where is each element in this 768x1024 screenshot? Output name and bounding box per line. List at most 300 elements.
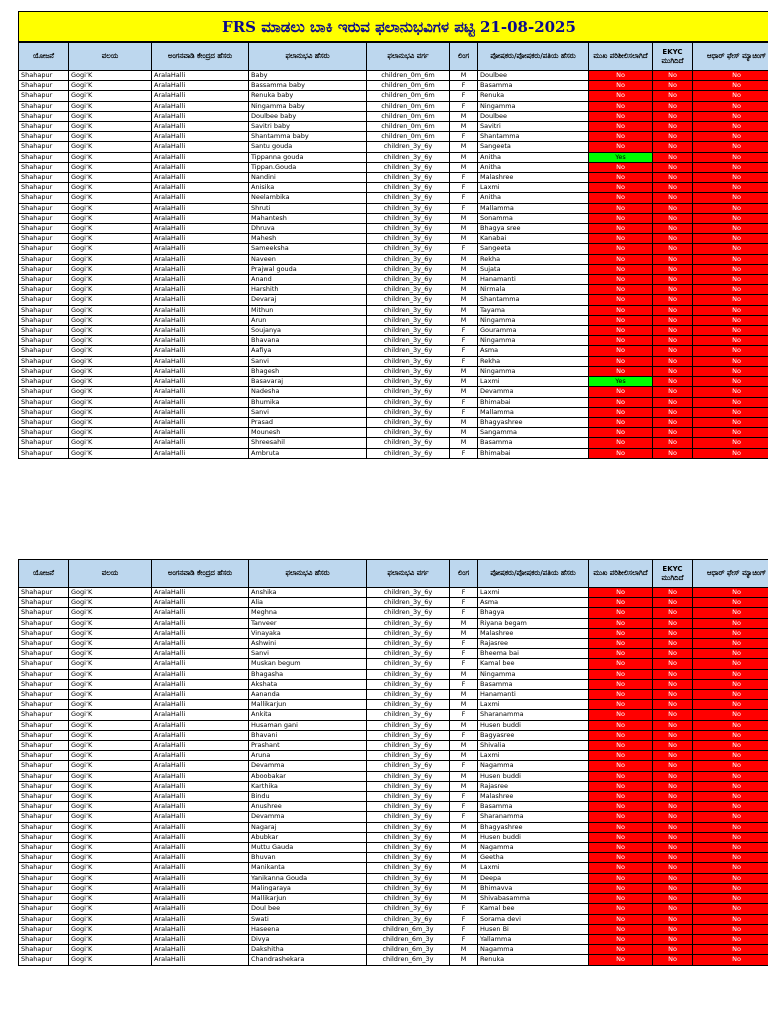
centre-cell: AralaHalli	[152, 792, 249, 802]
category-cell: children_0m_6m	[367, 111, 450, 121]
parent-name-cell: Sujata	[478, 264, 589, 274]
parent-name-cell: Tayama	[478, 305, 589, 315]
ekyc-cell: No	[653, 690, 693, 700]
face-verified-cell: No	[589, 275, 653, 285]
zone-cell: GogiʼK	[69, 914, 152, 924]
beneficiary-name-cell: Prashant	[249, 741, 367, 751]
face-verified-cell: No	[589, 91, 653, 101]
project-cell: Shahapur	[19, 853, 69, 863]
table-row	[19, 761, 768, 771]
table-row	[19, 275, 768, 285]
category-cell: children_3y_6y	[367, 608, 450, 618]
aadhaar-match-cell: No	[693, 751, 768, 761]
centre-cell: AralaHalli	[152, 924, 249, 934]
table-row	[19, 132, 768, 142]
aadhaar-match-cell: No	[693, 162, 768, 172]
gender-cell: M	[450, 234, 478, 244]
project-cell: Shahapur	[19, 101, 69, 111]
project-cell: Shahapur	[19, 183, 69, 193]
parent-name-cell: Nagamma	[478, 843, 589, 853]
face-verified-cell: No	[589, 751, 653, 761]
project-cell: Shahapur	[19, 254, 69, 264]
beneficiary-name-cell: Sanvi	[249, 356, 367, 366]
beneficiary-name-cell: Aananda	[249, 690, 367, 700]
centre-cell: AralaHalli	[152, 428, 249, 438]
zone-cell: GogiʼK	[69, 407, 152, 417]
centre-cell: AralaHalli	[152, 193, 249, 203]
zone-cell: GogiʼK	[69, 315, 152, 325]
aadhaar-match-cell: No	[693, 356, 768, 366]
centre-cell: AralaHalli	[152, 315, 249, 325]
parent-name-cell: Laxmi	[478, 183, 589, 193]
zone-cell: GogiʼK	[69, 843, 152, 853]
project-cell: Shahapur	[19, 264, 69, 274]
category-cell: children_3y_6y	[367, 234, 450, 244]
gender-cell: M	[450, 417, 478, 427]
face-verified-cell: No	[589, 741, 653, 751]
category-cell: children_3y_6y	[367, 730, 450, 740]
table-row	[19, 934, 768, 944]
table-row	[19, 234, 768, 244]
project-cell: Shahapur	[19, 608, 69, 618]
project-cell: Shahapur	[19, 659, 69, 669]
project-cell: Shahapur	[19, 802, 69, 812]
aadhaar-match-cell: No	[693, 904, 768, 914]
beneficiary-name-cell: Arun	[249, 315, 367, 325]
project-cell: Shahapur	[19, 417, 69, 427]
aadhaar-match-cell: No	[693, 336, 768, 346]
centre-cell: AralaHalli	[152, 224, 249, 234]
beneficiary-name-cell: Anushree	[249, 802, 367, 812]
ekyc-cell: No	[653, 417, 693, 427]
beneficiary-name-cell: Santu gouda	[249, 142, 367, 152]
aadhaar-match-cell: No	[693, 244, 768, 254]
aadhaar-match-cell: No	[693, 101, 768, 111]
aadhaar-match-cell: No	[693, 700, 768, 710]
aadhaar-match-cell: No	[693, 914, 768, 924]
gender-cell: F	[450, 924, 478, 934]
category-cell: children_3y_6y	[367, 152, 450, 162]
gender-cell: M	[450, 720, 478, 730]
gender-cell: M	[450, 741, 478, 751]
category-cell: children_3y_6y	[367, 639, 450, 649]
face-verified-cell: No	[589, 588, 653, 598]
ekyc-cell: No	[653, 832, 693, 842]
zone-cell: GogiʼK	[69, 285, 152, 295]
face-verified-cell: No	[589, 924, 653, 934]
parent-name-cell: Devamma	[478, 387, 589, 397]
centre-cell: AralaHalli	[152, 914, 249, 924]
parent-name-cell: Husen Bi	[478, 924, 589, 934]
gender-cell: M	[450, 162, 478, 172]
gender-cell: M	[450, 618, 478, 628]
category-cell: children_3y_6y	[367, 305, 450, 315]
aadhaar-match-cell: No	[693, 628, 768, 638]
category-cell: children_3y_6y	[367, 203, 450, 213]
zone-cell: GogiʼK	[69, 224, 152, 234]
parent-name-cell: Bhimabai	[478, 448, 589, 458]
aadhaar-match-cell: No	[693, 193, 768, 203]
zone-cell: GogiʼK	[69, 438, 152, 448]
beneficiary-name-cell: Swati	[249, 914, 367, 924]
ekyc-cell: No	[653, 254, 693, 264]
category-cell: children_3y_6y	[367, 873, 450, 883]
project-cell: Shahapur	[19, 934, 69, 944]
face-verified-cell: No	[589, 71, 653, 81]
category-cell: children_3y_6y	[367, 618, 450, 628]
parent-name-cell: Bhagya	[478, 608, 589, 618]
face-verified-cell: No	[589, 883, 653, 893]
face-verified-cell: No	[589, 904, 653, 914]
centre-cell: AralaHalli	[152, 183, 249, 193]
project-cell: Shahapur	[19, 234, 69, 244]
aadhaar-match-cell: No	[693, 275, 768, 285]
zone-cell: GogiʼK	[69, 669, 152, 679]
table-row	[19, 315, 768, 325]
table-body	[19, 588, 768, 966]
aadhaar-match-cell: No	[693, 417, 768, 427]
centre-cell: AralaHalli	[152, 904, 249, 914]
centre-cell: AralaHalli	[152, 285, 249, 295]
header-category: ಫಲಾನುಭವಿ ವರ್ಗ	[367, 560, 450, 588]
zone-cell: GogiʼK	[69, 730, 152, 740]
centre-cell: AralaHalli	[152, 751, 249, 761]
category-cell: children_3y_6y	[367, 366, 450, 376]
project-cell: Shahapur	[19, 730, 69, 740]
category-cell: children_3y_6y	[367, 771, 450, 781]
parent-name-cell: Rajasree	[478, 781, 589, 791]
aadhaar-match-cell: No	[693, 438, 768, 448]
gender-cell: M	[450, 224, 478, 234]
centre-cell: AralaHalli	[152, 336, 249, 346]
gender-cell: M	[450, 305, 478, 315]
centre-cell: AralaHalli	[152, 305, 249, 315]
gender-cell: M	[450, 843, 478, 853]
zone-cell: GogiʼK	[69, 618, 152, 628]
header-parent-name: ಪೋಷಕರು/ಪೋಷಕರು/ಪತಿಯ ಹೆಸರು	[478, 560, 589, 588]
beneficiary-name-cell: Sanvi	[249, 649, 367, 659]
zone-cell: GogiʼK	[69, 934, 152, 944]
centre-cell: AralaHalli	[152, 669, 249, 679]
project-cell: Shahapur	[19, 690, 69, 700]
beneficiary-name-cell: Muttu Gauda	[249, 843, 367, 853]
gender-cell: F	[450, 336, 478, 346]
header-ekyc: EKYC ಮುಗಿದಿದೆ	[653, 560, 693, 588]
face-verified-cell: No	[589, 598, 653, 608]
aadhaar-match-cell: No	[693, 761, 768, 771]
table-row	[19, 438, 768, 448]
face-verified-cell: Yes	[589, 377, 653, 387]
zone-cell: GogiʼK	[69, 832, 152, 842]
gender-cell: M	[450, 122, 478, 132]
ekyc-cell: No	[653, 822, 693, 832]
face-verified-cell: No	[589, 700, 653, 710]
centre-cell: AralaHalli	[152, 142, 249, 152]
ekyc-cell: No	[653, 598, 693, 608]
zone-cell: GogiʼK	[69, 397, 152, 407]
project-cell: Shahapur	[19, 326, 69, 336]
category-cell: children_3y_6y	[367, 448, 450, 458]
table-row	[19, 802, 768, 812]
ekyc-cell: No	[653, 132, 693, 142]
gender-cell: M	[450, 387, 478, 397]
project-cell: Shahapur	[19, 285, 69, 295]
aadhaar-match-cell: No	[693, 122, 768, 132]
category-cell: children_3y_6y	[367, 183, 450, 193]
ekyc-cell: No	[653, 234, 693, 244]
parent-name-cell: Kamal bee	[478, 904, 589, 914]
face-verified-cell: No	[589, 914, 653, 924]
category-cell: children_3y_6y	[367, 710, 450, 720]
table-row	[19, 639, 768, 649]
zone-cell: GogiʼK	[69, 91, 152, 101]
beneficiary-name-cell: Yanikanna Gouda	[249, 873, 367, 883]
project-cell: Shahapur	[19, 914, 69, 924]
beneficiary-name-cell: Dhruva	[249, 224, 367, 234]
centre-cell: AralaHalli	[152, 863, 249, 873]
zone-cell: GogiʼK	[69, 883, 152, 893]
table-row	[19, 193, 768, 203]
category-cell: children_6m_3y	[367, 934, 450, 944]
header-centre: ಅಂಗನವಾಡಿ ಕೇಂದ್ರದ ಹೆಸರು	[152, 43, 249, 71]
project-cell: Shahapur	[19, 397, 69, 407]
project-cell: Shahapur	[19, 700, 69, 710]
centre-cell: AralaHalli	[152, 720, 249, 730]
category-cell: children_0m_6m	[367, 71, 450, 81]
table-row	[19, 397, 768, 407]
parent-name-cell: Anitha	[478, 152, 589, 162]
ekyc-cell: No	[653, 883, 693, 893]
aadhaar-match-cell: No	[693, 407, 768, 417]
ekyc-cell: No	[653, 295, 693, 305]
beneficiary-name-cell: Basavaraj	[249, 377, 367, 387]
table-row	[19, 659, 768, 669]
beneficiary-name-cell: Shantamma baby	[249, 132, 367, 142]
ekyc-cell: No	[653, 91, 693, 101]
gender-cell: F	[450, 679, 478, 689]
zone-cell: GogiʼK	[69, 588, 152, 598]
zone-cell: GogiʼK	[69, 295, 152, 305]
ekyc-cell: No	[653, 730, 693, 740]
ekyc-cell: No	[653, 346, 693, 356]
zone-cell: GogiʼK	[69, 945, 152, 955]
face-verified-cell: No	[589, 894, 653, 904]
parent-name-cell: Anitha	[478, 162, 589, 172]
aadhaar-match-cell: No	[693, 945, 768, 955]
aadhaar-match-cell: No	[693, 832, 768, 842]
ekyc-cell: No	[653, 397, 693, 407]
face-verified-cell: No	[589, 254, 653, 264]
gender-cell: M	[450, 781, 478, 791]
table-row	[19, 213, 768, 223]
face-verified-cell: No	[589, 822, 653, 832]
centre-cell: AralaHalli	[152, 843, 249, 853]
table-row	[19, 91, 768, 101]
category-cell: children_3y_6y	[367, 883, 450, 893]
beneficiary-name-cell: Ambruta	[249, 448, 367, 458]
gender-cell: M	[450, 873, 478, 883]
project-cell: Shahapur	[19, 275, 69, 285]
face-verified-cell: No	[589, 336, 653, 346]
category-cell: children_3y_6y	[367, 863, 450, 873]
project-cell: Shahapur	[19, 152, 69, 162]
category-cell: children_3y_6y	[367, 142, 450, 152]
table-row	[19, 387, 768, 397]
parent-name-cell: Husen buddi	[478, 832, 589, 842]
parent-name-cell: Laxmi	[478, 751, 589, 761]
header-project: ಯೋಜನೆ	[19, 560, 69, 588]
sheet-page-1	[18, 11, 768, 459]
centre-cell: AralaHalli	[152, 234, 249, 244]
aadhaar-match-cell: No	[693, 377, 768, 387]
parent-name-cell: Rekha	[478, 254, 589, 264]
category-cell: children_3y_6y	[367, 669, 450, 679]
table-row	[19, 618, 768, 628]
zone-cell: GogiʼK	[69, 751, 152, 761]
ekyc-cell: No	[653, 741, 693, 751]
centre-cell: AralaHalli	[152, 710, 249, 720]
category-cell: children_6m_3y	[367, 924, 450, 934]
project-cell: Shahapur	[19, 91, 69, 101]
table-row	[19, 853, 768, 863]
aadhaar-match-cell: No	[693, 720, 768, 730]
project-cell: Shahapur	[19, 588, 69, 598]
face-verified-cell: No	[589, 934, 653, 944]
table-row	[19, 883, 768, 893]
category-cell: children_3y_6y	[367, 275, 450, 285]
aadhaar-match-cell: No	[693, 397, 768, 407]
centre-cell: AralaHalli	[152, 417, 249, 427]
ekyc-cell: No	[653, 588, 693, 598]
zone-cell: GogiʼK	[69, 71, 152, 81]
centre-cell: AralaHalli	[152, 690, 249, 700]
centre-cell: AralaHalli	[152, 894, 249, 904]
parent-name-cell: Kamal bee	[478, 659, 589, 669]
zone-cell: GogiʼK	[69, 679, 152, 689]
gender-cell: M	[450, 822, 478, 832]
project-cell: Shahapur	[19, 111, 69, 121]
parent-name-cell: Renuka	[478, 955, 589, 965]
face-verified-cell: No	[589, 213, 653, 223]
face-verified-cell: No	[589, 428, 653, 438]
gender-cell: M	[450, 366, 478, 376]
gender-cell: M	[450, 111, 478, 121]
project-cell: Shahapur	[19, 720, 69, 730]
project-cell: Shahapur	[19, 448, 69, 458]
ekyc-cell: No	[653, 873, 693, 883]
aadhaar-match-cell: No	[693, 669, 768, 679]
zone-cell: GogiʼK	[69, 264, 152, 274]
face-verified-cell: No	[589, 295, 653, 305]
zone-cell: GogiʼK	[69, 326, 152, 336]
parent-name-cell: Rekha	[478, 356, 589, 366]
gender-cell: M	[450, 254, 478, 264]
header-face-verified: ಮುಖ ಪರಿಶೀಲಿಸಲಾಗಿದೆ	[589, 560, 653, 588]
centre-cell: AralaHalli	[152, 649, 249, 659]
zone-cell: GogiʼK	[69, 608, 152, 618]
parent-name-cell: Bhimavva	[478, 883, 589, 893]
project-cell: Shahapur	[19, 741, 69, 751]
project-cell: Shahapur	[19, 377, 69, 387]
table-row	[19, 741, 768, 751]
gender-cell: F	[450, 193, 478, 203]
parent-name-cell: Basamma	[478, 81, 589, 91]
parent-name-cell: Basamma	[478, 679, 589, 689]
category-cell: children_3y_6y	[367, 853, 450, 863]
parent-name-cell: Anitha	[478, 193, 589, 203]
header-aadhaar-face-match: ಆಧಾರ್ ಫೇಸ್ ಮ್ಯಾಚಿಂಗ್	[693, 43, 768, 71]
face-verified-cell: No	[589, 730, 653, 740]
zone-cell: GogiʼK	[69, 792, 152, 802]
beneficiary-name-cell: Bhuvan	[249, 853, 367, 863]
parent-name-cell: Geetha	[478, 853, 589, 863]
aadhaar-match-cell: No	[693, 873, 768, 883]
zone-cell: GogiʼK	[69, 305, 152, 315]
centre-cell: AralaHalli	[152, 275, 249, 285]
gender-cell: M	[450, 315, 478, 325]
face-verified-cell: No	[589, 843, 653, 853]
project-cell: Shahapur	[19, 618, 69, 628]
zone-cell: GogiʼK	[69, 152, 152, 162]
face-verified-cell: No	[589, 244, 653, 254]
project-cell: Shahapur	[19, 873, 69, 883]
face-verified-cell: No	[589, 387, 653, 397]
aadhaar-match-cell: No	[693, 366, 768, 376]
parent-name-cell: Laxmi	[478, 863, 589, 873]
parent-name-cell: Hanamanti	[478, 275, 589, 285]
gender-cell: F	[450, 792, 478, 802]
table-row	[19, 285, 768, 295]
zone-cell: GogiʼK	[69, 173, 152, 183]
category-cell: children_3y_6y	[367, 598, 450, 608]
table-row	[19, 346, 768, 356]
category-cell: children_3y_6y	[367, 720, 450, 730]
ekyc-cell: No	[653, 244, 693, 254]
aadhaar-match-cell: No	[693, 326, 768, 336]
gender-cell: M	[450, 771, 478, 781]
project-cell: Shahapur	[19, 162, 69, 172]
table-row	[19, 183, 768, 193]
header-project: ಯೋಜನೆ	[19, 43, 69, 71]
table-row	[19, 792, 768, 802]
ekyc-cell: No	[653, 285, 693, 295]
table-row	[19, 101, 768, 111]
parent-name-cell: Malashree	[478, 628, 589, 638]
parent-name-cell: Bhagyashree	[478, 822, 589, 832]
gender-cell: M	[450, 152, 478, 162]
parent-name-cell: Ningamma	[478, 366, 589, 376]
parent-name-cell: Sharanamma	[478, 812, 589, 822]
gender-cell: M	[450, 264, 478, 274]
gender-cell: M	[450, 428, 478, 438]
category-cell: children_3y_6y	[367, 802, 450, 812]
ekyc-cell: No	[653, 955, 693, 965]
table-row	[19, 122, 768, 132]
gender-cell: F	[450, 173, 478, 183]
parent-name-cell: Sharanamma	[478, 710, 589, 720]
beneficiary-name-cell: Tanveer	[249, 618, 367, 628]
centre-cell: AralaHalli	[152, 659, 249, 669]
category-cell: children_3y_6y	[367, 812, 450, 822]
zone-cell: GogiʼK	[69, 771, 152, 781]
gender-cell: M	[450, 955, 478, 965]
face-verified-cell: No	[589, 183, 653, 193]
ekyc-cell: No	[653, 720, 693, 730]
gender-cell: F	[450, 802, 478, 812]
face-verified-cell: No	[589, 111, 653, 121]
aadhaar-match-cell: No	[693, 428, 768, 438]
zone-cell: GogiʼK	[69, 741, 152, 751]
